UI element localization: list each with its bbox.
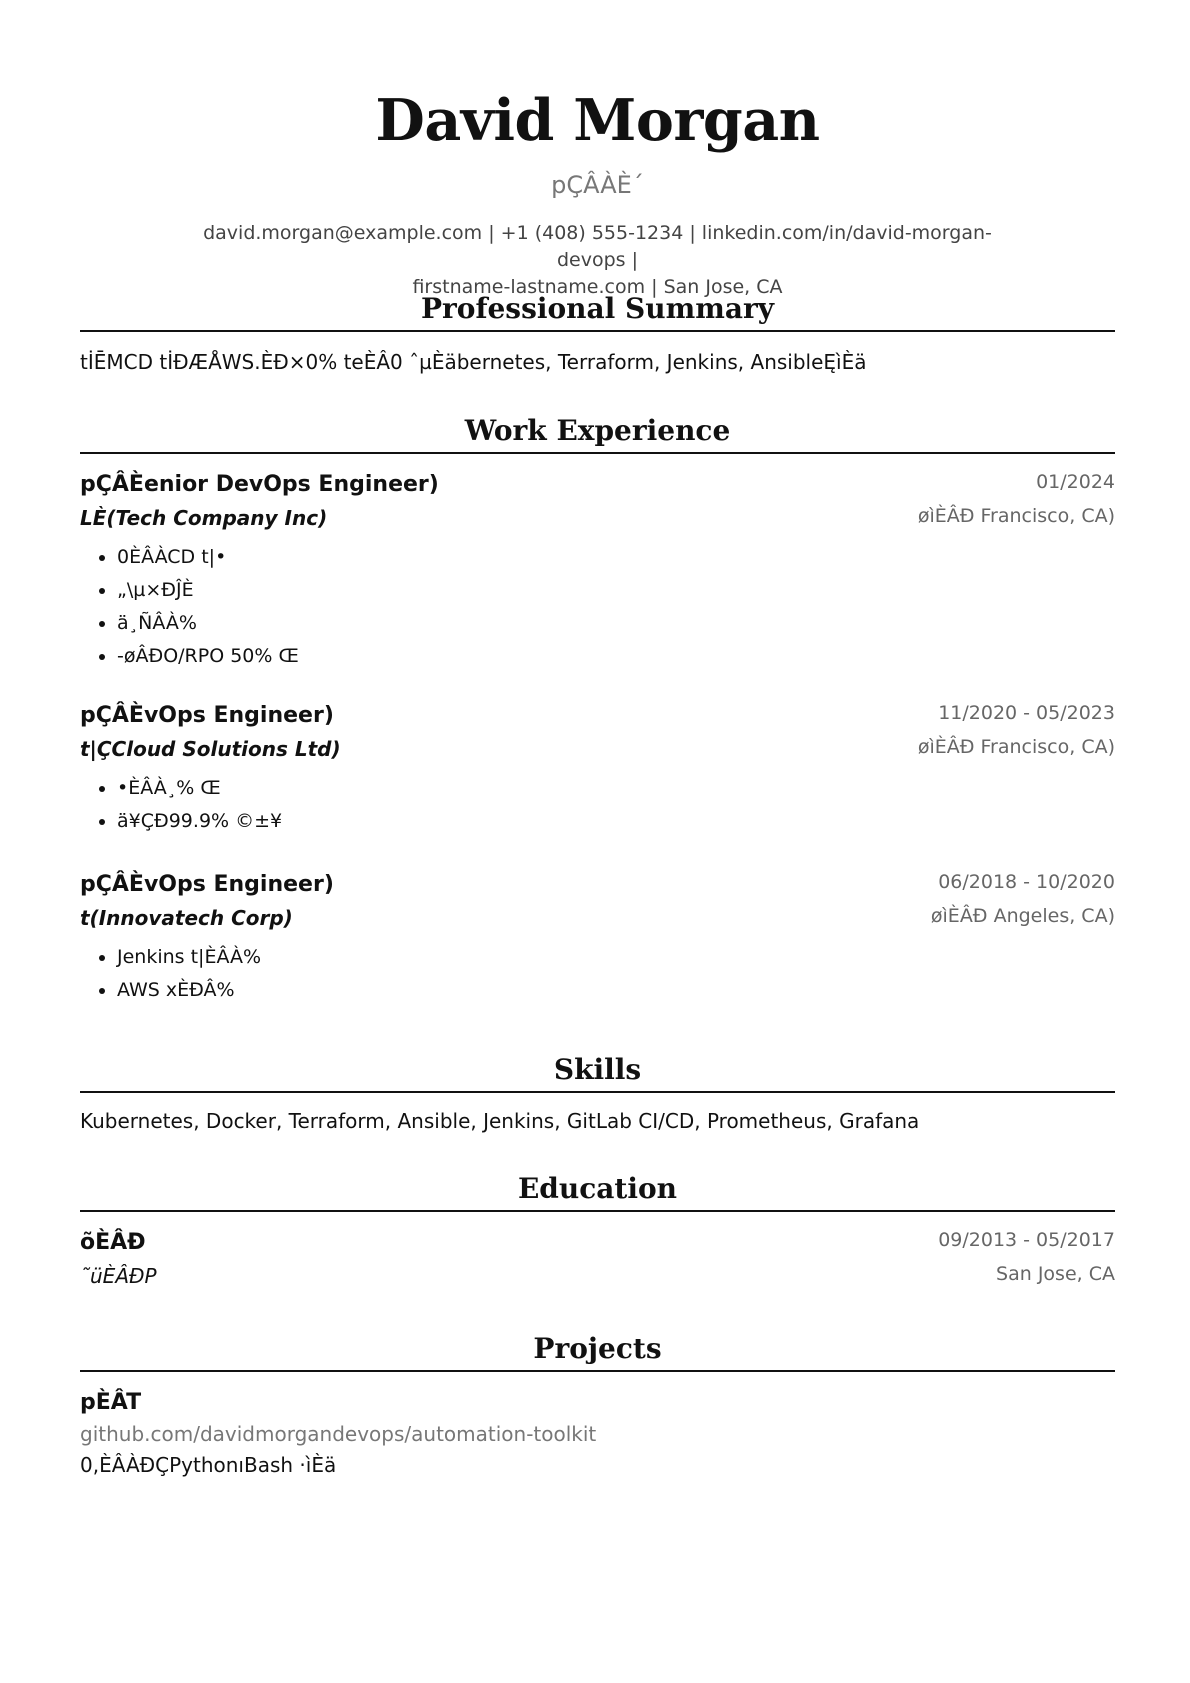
candidate-subtitle: pÇÂÀÈ´ — [551, 171, 644, 199]
job-company: t|ÇCloud Solutions Ltd) — [80, 737, 341, 761]
resume-page — [80, 0, 1115, 1683]
contact-line-1: david.morgan@example.com | +1 (408) 555-1234 | linkedin.com/in/david-morgan-devops | — [203, 222, 992, 271]
skills-heading: Skills — [553, 1053, 642, 1086]
experience-divider — [80, 452, 1115, 454]
skills-text: Kubernetes, Docker, Terraform, Ansible, Jenkins, GitLab CI/CD, Prometheus, Grafana — [80, 1109, 920, 1133]
job-bullet: • ä¸ÑÂÀ% — [117, 607, 299, 640]
job-location: øìÈÂÐ Angeles, CA) — [930, 905, 1115, 927]
education-heading: Education — [517, 1172, 678, 1205]
job-title: pÇÂÈvOps Engineer) — [80, 872, 334, 897]
contact-line-2: firstname-lastname.com | San Jose, CA — [412, 276, 783, 298]
education-school: õÈÂÐ — [80, 1230, 146, 1255]
job-title: pÇÂÈenior DevOps Engineer) — [80, 472, 439, 497]
job-date: 06/2018 - 10/2020 — [938, 871, 1115, 893]
job-bullet: • „\µ×ÐĴÈ — [117, 574, 299, 607]
education-degree: ˜üÈÂÐP — [80, 1264, 157, 1288]
summary-text: tİĒMCD tİĐÆÅWS.ÈĐ×0% teÈÂ0 ˆµÈäbernetes, Terraform, Jenkins, AnsibleĘìÈä — [80, 350, 867, 374]
project-name: pÈÂT — [80, 1390, 142, 1415]
job-bullet: • AWS xÈÐÂ% — [117, 974, 261, 1007]
job-location: øìÈÂÐ Francisco, CA) — [917, 736, 1115, 758]
summary-heading: Professional Summary — [420, 292, 775, 325]
education-divider — [80, 1210, 1115, 1212]
job-bullet: • -øÂÐO/RPO 50% Œ — [117, 640, 299, 673]
job-title: pÇÂÈvOps Engineer) — [80, 703, 334, 728]
job-bullets — [80, 772, 282, 838]
job-date: 11/2020 - 05/2023 — [938, 702, 1115, 724]
projects-divider — [80, 1370, 1115, 1372]
job-bullets — [80, 941, 261, 1007]
job-location: øìÈÂÐ Francisco, CA) — [917, 505, 1115, 527]
contact-info — [200, 220, 995, 301]
experience-heading: Work Experience — [464, 414, 731, 447]
job-company: t(Innovatech Corp) — [80, 906, 293, 930]
project-description: 0,ÈÂÀÐÇPythonıBash ·ìÈä — [80, 1453, 337, 1477]
projects-heading: Projects — [533, 1332, 662, 1365]
job-bullet: • 0ÈÂÀCD t|• — [117, 541, 299, 574]
candidate-name: David Morgan — [375, 87, 820, 154]
skills-divider — [80, 1091, 1115, 1093]
job-bullet: • ä¥ÇÐ99.9% ©±¥ — [117, 805, 282, 838]
education-location: San Jose, CA — [996, 1263, 1115, 1285]
job-company: LÈ(Tech Company Inc) — [80, 506, 328, 530]
job-bullet: • •ÈÂÀ¸% Œ — [117, 772, 282, 805]
job-date: 01/2024 — [1036, 471, 1115, 493]
job-bullets — [80, 541, 299, 673]
project-link[interactable]: github.com/davidmorgandevops/automation-toolkit — [80, 1422, 597, 1446]
job-bullet: • Jenkins t|ÈÂÀ% — [117, 941, 261, 974]
summary-divider — [80, 330, 1115, 332]
education-date: 09/2013 - 05/2017 — [938, 1229, 1115, 1251]
